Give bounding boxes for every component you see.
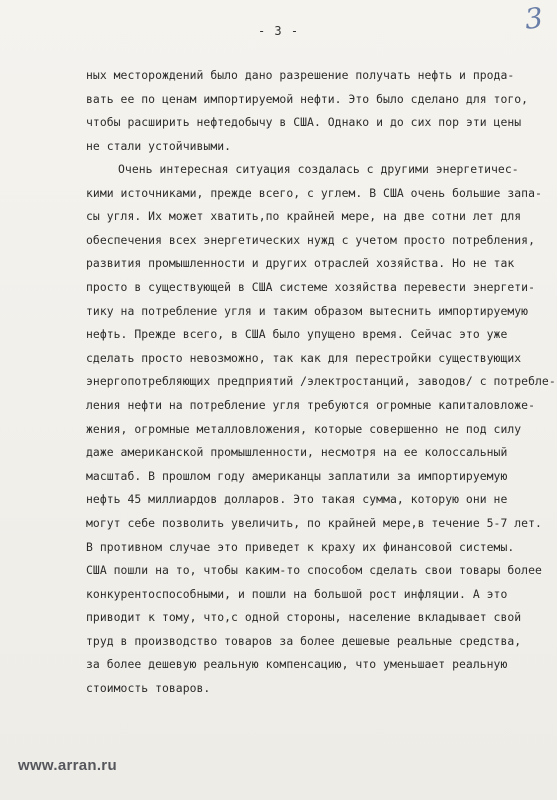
text-line: сы угля. Их может хватить,по крайней мере, на две сотни лет для (86, 209, 522, 224)
text-line: Очень интересная ситуация создалась с другими энергетичес- (118, 162, 519, 176)
text-line: могут себе позволить увеличить, по крайней мере,в течение 5-7 лет. (86, 515, 542, 530)
text-line: даже американской промышленности, несмотря на ее колоссальный (86, 445, 508, 460)
text-line: развития промышленности и других отраслей хозяйства. Но не так (86, 256, 515, 271)
text-line: просто в существующей в США системе хозяйства перевести энергети- (86, 279, 536, 294)
text-line: ных месторождений было дано разрешение получать нефть и прода- (86, 68, 515, 82)
text-line: не стали устойчивыми. (86, 138, 232, 153)
text-line: В противном случае это приведет к краху их финансовой системы. (86, 539, 515, 554)
text-line: кими источниками, прежде всего, с углем. В США очень большие запа- (86, 185, 542, 200)
page-number: - 3 - (257, 24, 300, 38)
text-line: труд в производство товаров за более дешевые реальные средства, (86, 633, 522, 648)
paragraph-1 (86, 64, 536, 158)
text-line: приводит к тому, что,с одной стороны, население вкладывает свой (86, 610, 522, 625)
text-line: вать ее по ценам импортируемой нефти. Это было сделано для того, (86, 91, 529, 106)
text-line: жения, огромные металловложения, которые совершенно не под силу (86, 421, 522, 436)
text-line: стоимость товаров. (86, 681, 211, 696)
handwritten-page-number: 3 (523, 1, 545, 36)
text-line: за более дешевую реальную компенсацию, что уменьшает реальную (86, 657, 508, 672)
text-line: масштаб. В прошлом году американцы заплатили за импортируемую (86, 468, 508, 483)
text-line: нефть 45 миллиардов долларов. Это такая сумма, которую они не (86, 492, 508, 507)
text-line: США пошли на то, чтобы каким-то способом сделать свои товары более (86, 563, 542, 578)
text-line: чтобы расширить нефтедобычу в США. Однако и до сих пор эти цены (86, 115, 522, 130)
text-line: сделать просто невозможно, так как для перестройки существующих (86, 350, 522, 365)
watermark: www.arran.ru (18, 757, 117, 774)
text-line: нефть. Прежде всего, в США было упущено время. Сейчас это уже (86, 327, 508, 342)
text-line: обеспечения всех энергетических нужд с учетом просто потребления, (86, 232, 536, 247)
paragraph-2 (86, 158, 556, 701)
text-line: конкурентоспособными, и пошли на большой рост инфляции. А это (86, 586, 508, 601)
text-line: ления нефти на потребление угля требуются огромные капиталовложе- (86, 397, 536, 412)
text-line: энергопотребляющих предприятий /электростанций, заводов/ с потребле- (86, 374, 556, 389)
text-line: тику на потребление угля и таким образом вытеснить импортируемую (86, 303, 529, 318)
